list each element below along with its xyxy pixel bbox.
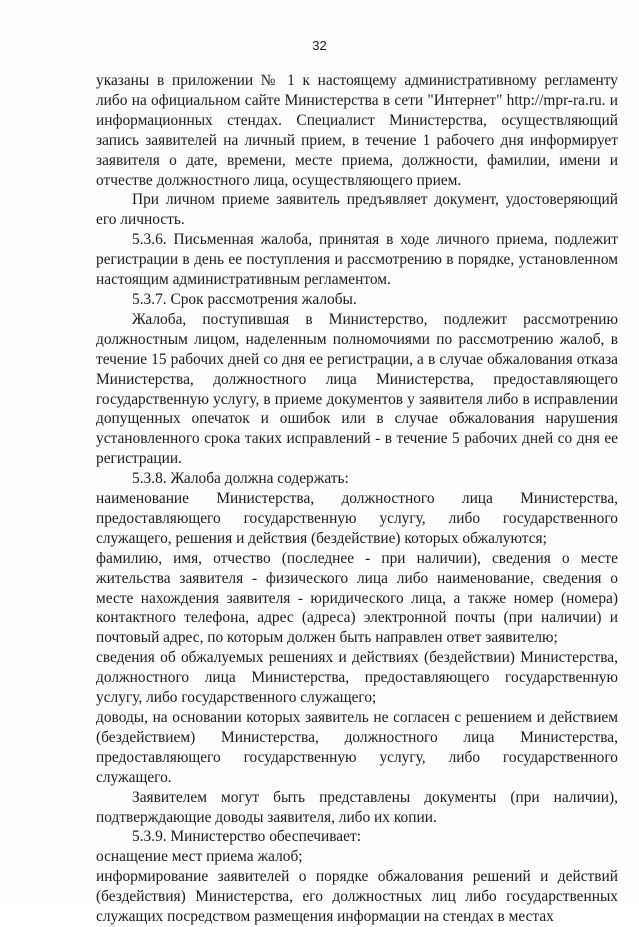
paragraph-4: 5.3.7. Срок рассмотрения жалобы. [132,290,357,308]
paragraph-9: сведения об обжалуемых решениях и действиях (бездействии) Министерства, должностного лица Министерства, предоставляющего государственную услугу, либо государственного служащего; [96,649,618,707]
document-body [96,71,618,927]
paragraph-12: 5.3.9. Министерство обеспечивает: [132,828,361,846]
paragraph-11: Заявителем могут быть представлены документы (при наличии), подтверждающие доводы заявителя, либо их копии. [96,788,618,826]
paragraph-1: указаны в приложении № 1 к настоящему административному регламенту либо на официальном сайте Министерства в сети "Интернет" http://mpr-ra.ru. и информационных стендах. Специалист Министерства, осуществляющий запись заявителей на личный прием, в течение 1 рабочего дня информирует заявителя о дате, времени, месте приема, должности, фамилии, имени и отчестве должностного лица, осуществляющего прием. [96,72,618,189]
paragraph-6: 5.3.8. Жалоба должна содержать: [132,470,349,488]
paragraph-13: оснащение мест приема жалоб; [96,848,303,866]
paragraph-2: При личном приеме заявитель предъявляет документ, удостоверяющий его личность. [96,191,618,229]
paragraph-7: наименование Министерства, должностного лица Министерства, предоставляющего государственную услугу, либо государственного служащего, решения и действия (бездействие) которых обжалуются; [96,490,618,547]
paragraph-5: Жалоба, поступившая в Министерство, подлежит рассмотрению должностным лицом, наделенным полномочиями по рассмотрению жалоб, в течение 15 рабочих дней со дня ее регистрации, а в случае обжалования отказа Министерства, должностного лица Министерства, предоставляющего государственную услугу, в приеме документов у заявителя либо в исправлении допущенных опечаток и ошибок или в случае обжалования нарушения установленного срока таких исправлений - в течение 5 рабочих дней со дня ее регистрации. [96,310,618,468]
paragraph-8: фамилию, имя, отчество (последнее - при наличии), сведения о месте жительства заявителя - физического лица либо наименование, сведения о месте нахождения заявителя - юридического лица, а также номер (номера) контактного телефона, адрес (адреса) электронной почты (при наличии) и почтовый адрес, по которым должен быть направлен ответ заявителю; [96,549,618,647]
paragraph-14: информирование заявителей о порядке обжалования решений и действий (бездействия) Министерства, его должностных лиц либо государственных служащих посредством размещения информации на стендах в местах [96,868,618,926]
paragraph-10: доводы, на основании которых заявитель не согласен с решением и действием (бездействием) Министерства, должностного лица Министерства, предоставляющего государственную услугу, либо государственного служащего. [96,709,618,786]
page-number: 32 [312,38,327,53]
paragraph-3: 5.3.6. Письменная жалоба, принятая в ходе личного приема, подлежит регистрации в день ее поступления и рассмотрению в порядке, установленном настоящим административным регламентом. [96,231,618,289]
